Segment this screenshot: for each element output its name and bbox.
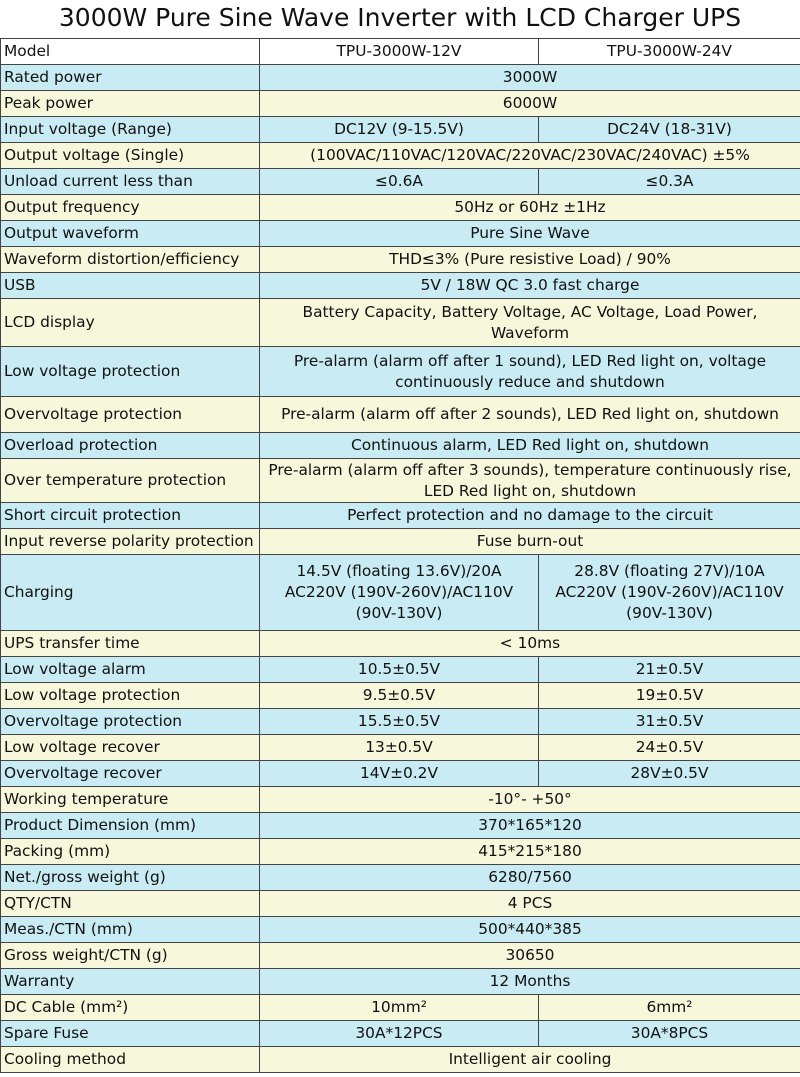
spec-value: 3000W	[260, 65, 800, 91]
spec-value	[260, 459, 800, 503]
table-row	[1, 143, 800, 169]
spec-label: Overvoltage recover	[1, 761, 260, 787]
spec-value: Pure Sine Wave	[260, 221, 800, 247]
spec-table	[0, 38, 800, 1073]
spec-value-line: Waveform	[490, 323, 570, 342]
table-row	[1, 117, 800, 143]
table-row	[1, 347, 800, 397]
spec-value	[260, 555, 539, 631]
spec-value: ≤0.3A	[539, 169, 800, 195]
table-row	[1, 761, 800, 787]
spec-label: Cooling method	[1, 1047, 260, 1073]
table-row	[1, 891, 800, 917]
table-row	[1, 839, 800, 865]
spec-value-line: Pre-alarm (alarm off after 3 sounds), temperature continuously rise,	[268, 460, 792, 479]
spec-label: Model	[1, 39, 260, 65]
table-row	[1, 1021, 800, 1047]
spec-label: Output waveform	[1, 221, 260, 247]
spec-value: 10.5±0.5V	[260, 657, 539, 683]
table-row	[1, 969, 800, 995]
spec-label: Warranty	[1, 969, 260, 995]
spec-value: TPU-3000W-12V	[260, 39, 539, 65]
table-row	[1, 221, 800, 247]
spec-value: 13±0.5V	[260, 735, 539, 761]
table-row	[1, 39, 800, 65]
spec-value: 28V±0.5V	[539, 761, 800, 787]
spec-value: (100VAC/110VAC/120VAC/220VAC/230VAC/240VAC) ±5%	[260, 143, 800, 169]
spec-label: Unload current less than	[1, 169, 260, 195]
table-row	[1, 247, 800, 273]
table-row	[1, 433, 800, 459]
spec-label: Overvoltage protection	[1, 397, 260, 433]
spec-value: 9.5±0.5V	[260, 683, 539, 709]
spec-label: Over temperature protection	[1, 459, 260, 503]
table-row	[1, 787, 800, 813]
spec-value: 12 Months	[260, 969, 800, 995]
spec-value: 15.5±0.5V	[260, 709, 539, 735]
spec-label: Waveform distortion/efficiency	[1, 247, 260, 273]
spec-value: 30A*8PCS	[539, 1021, 800, 1047]
table-row	[1, 195, 800, 221]
page-title: 3000W Pure Sine Wave Inverter with LCD Charger UPS	[58, 3, 742, 32]
spec-label: Packing (mm)	[1, 839, 260, 865]
spec-value	[260, 299, 800, 347]
spec-value: Intelligent air cooling	[260, 1047, 800, 1073]
spec-label: Rated power	[1, 65, 260, 91]
spec-label: Meas./CTN (mm)	[1, 917, 260, 943]
spec-value-line: 28.8V (floating 27V)/10A	[574, 562, 765, 580]
spec-value: 10mm²	[260, 995, 539, 1021]
spec-value: < 10ms	[260, 631, 800, 657]
spec-value: 30650	[260, 943, 800, 969]
spec-value-line: 14.5V (floating 13.6V)/20A	[296, 562, 502, 580]
spec-value: 4 PCS	[260, 891, 800, 917]
spec-value: TPU-3000W-24V	[539, 39, 800, 65]
table-row	[1, 631, 800, 657]
spec-label: Low voltage recover	[1, 735, 260, 761]
spec-value: ≤0.6A	[260, 169, 539, 195]
table-row	[1, 865, 800, 891]
spec-value: 415*215*180	[260, 839, 800, 865]
table-row	[1, 917, 800, 943]
spec-label: Working temperature	[1, 787, 260, 813]
spec-value: 5V / 18W QC 3.0 fast charge	[260, 273, 800, 299]
table-row	[1, 503, 800, 529]
spec-value-line: AC220V (190V-260V)/AC110V	[284, 583, 514, 601]
spec-label: Input reverse polarity protection	[1, 529, 260, 555]
spec-value: 370*165*120	[260, 813, 800, 839]
spec-label: Product Dimension (mm)	[1, 813, 260, 839]
table-row	[1, 683, 800, 709]
spec-value-line: LED Red light on, shutdown	[423, 481, 637, 500]
table-row	[1, 273, 800, 299]
spec-label: Input voltage (Range)	[1, 117, 260, 143]
table-row	[1, 529, 800, 555]
spec-table-body	[1, 39, 800, 1073]
spec-value: THD≤3% (Pure resistive Load) / 90%	[260, 247, 800, 273]
table-row	[1, 1047, 800, 1073]
table-row	[1, 65, 800, 91]
spec-label: UPS transfer time	[1, 631, 260, 657]
table-row	[1, 299, 800, 347]
spec-label: Gross weight/CTN (g)	[1, 943, 260, 969]
spec-value	[260, 347, 800, 397]
table-row	[1, 657, 800, 683]
spec-label: DC Cable (mm²)	[1, 995, 260, 1021]
table-row	[1, 813, 800, 839]
table-row	[1, 735, 800, 761]
table-row	[1, 995, 800, 1021]
spec-label: Output frequency	[1, 195, 260, 221]
spec-value: DC12V (9-15.5V)	[260, 117, 539, 143]
spec-value: 24±0.5V	[539, 735, 800, 761]
spec-label: Charging	[1, 555, 260, 631]
spec-value: 31±0.5V	[539, 709, 800, 735]
spec-value: -10°- +50°	[260, 787, 800, 813]
spec-label: Low voltage protection	[1, 347, 260, 397]
spec-value-line: continuously reduce and shutdown	[395, 372, 665, 391]
spec-label: LCD display	[1, 299, 260, 347]
spec-value: 50Hz or 60Hz ±1Hz	[260, 195, 800, 221]
spec-value-line: AC220V (190V-260V)/AC110V	[555, 583, 784, 601]
table-row	[1, 709, 800, 735]
spec-label: Overvoltage protection	[1, 709, 260, 735]
spec-value: Continuous alarm, LED Red light on, shutdown	[260, 433, 800, 459]
spec-value: 6mm²	[539, 995, 800, 1021]
spec-label: Overload protection	[1, 433, 260, 459]
spec-label: Short circuit protection	[1, 503, 260, 529]
spec-label: Spare Fuse	[1, 1021, 260, 1047]
table-row	[1, 943, 800, 969]
table-row	[1, 459, 800, 503]
spec-value-line: Pre-alarm (alarm off after 1 sound), LED Red light on, voltage	[293, 351, 767, 370]
spec-value: 6280/7560	[260, 865, 800, 891]
spec-value: 500*440*385	[260, 917, 800, 943]
spec-value-line: Battery Capacity, Battery Voltage, AC Voltage, Load Power,	[302, 302, 758, 321]
spec-value: Perfect protection and no damage to the circuit	[260, 503, 800, 529]
spec-label: Peak power	[1, 91, 260, 117]
table-row	[1, 91, 800, 117]
spec-value: 14V±0.2V	[260, 761, 539, 787]
spec-label: Low voltage alarm	[1, 657, 260, 683]
spec-value	[539, 555, 800, 631]
spec-label: QTY/CTN	[1, 891, 260, 917]
spec-value-line: (90V-130V)	[626, 604, 713, 622]
spec-label: Output voltage (Single)	[1, 143, 260, 169]
spec-value: Pre-alarm (alarm off after 2 sounds), LED Red light on, shutdown	[260, 397, 800, 433]
spec-value: 21±0.5V	[539, 657, 800, 683]
spec-label: Net./gross weight (g)	[1, 865, 260, 891]
spec-value: 30A*12PCS	[260, 1021, 539, 1047]
spec-label: Low voltage protection	[1, 683, 260, 709]
spec-value: Fuse burn-out	[260, 529, 800, 555]
table-row	[1, 555, 800, 631]
spec-value: 6000W	[260, 91, 800, 117]
spec-value: 19±0.5V	[539, 683, 800, 709]
spec-label: USB	[1, 273, 260, 299]
spec-value: DC24V (18-31V)	[539, 117, 800, 143]
spec-value-line: (90V-130V)	[355, 604, 443, 622]
table-row	[1, 169, 800, 195]
table-row	[1, 397, 800, 433]
